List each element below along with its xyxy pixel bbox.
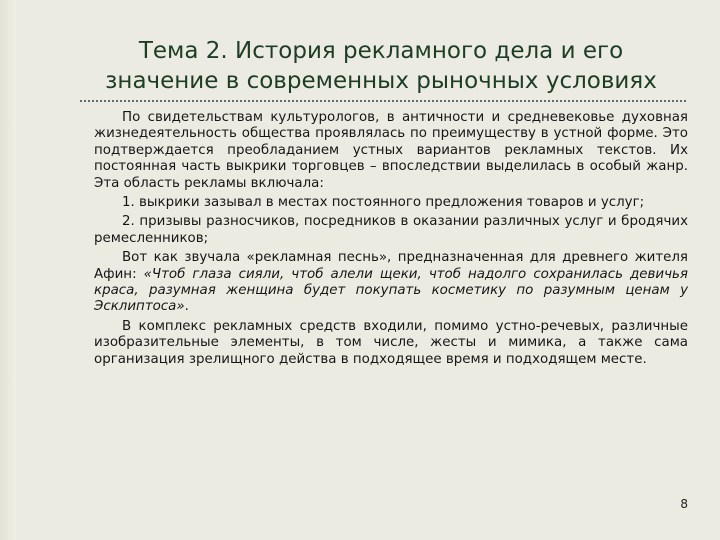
athens-song-end: . [184,299,189,315]
athens-song-lead: Вот как звучала «рекламная песнь», предназначенная для древнего жителя Афин: [94,250,688,282]
athens-song-quote: «Чтоб глаза сияли, чтоб алели щеки, чтоб надолго сохранилась девичья краса, разумная женщина будет покупать косметику по разумным ценам у Эсклиптоса» [94,266,688,315]
paragraph-list-item-1: 1. выкрики зазывал в местах постоянного предложения товаров и услуг; [122,195,645,211]
paragraph-athens-song [94,250,688,316]
slide-title [74,36,688,96]
slide-title-line-1: Тема 2. История рекламного дела и его [138,38,624,64]
page-number: 8 [680,497,688,511]
paragraph-advertising-means: В комплекс рекламных средств входили, помимо устно-речевых, различные изобразительные элементы, в том числе, жесты и мимика, а также сама организация зрелищного действа в подходящее время и подходящем месте. [94,318,688,367]
decorative-left-strip [0,0,16,540]
decorative-left-rule [0,0,1,540]
paragraph-list-item-2: 2. призывы разносчиков, посредников в оказании различных услуг и бродячих ремесленников; [94,214,688,246]
slide-body [94,110,688,368]
title-divider [80,100,686,102]
paragraph-intro: По свидетельствам культурологов, в античности и средневековье духовная жизнедеятельность общества проявлялась по преимуществу в устной форме. Это подтверждается преобладанием устных вариантов рекламных текстов. Их постоянная часть выкрики торговцев – впоследствии выделилась в особый жанр. Эта область рекламы включала: [94,110,688,191]
slide-title-line-2: значение в современных рыночных условиях [105,68,657,94]
